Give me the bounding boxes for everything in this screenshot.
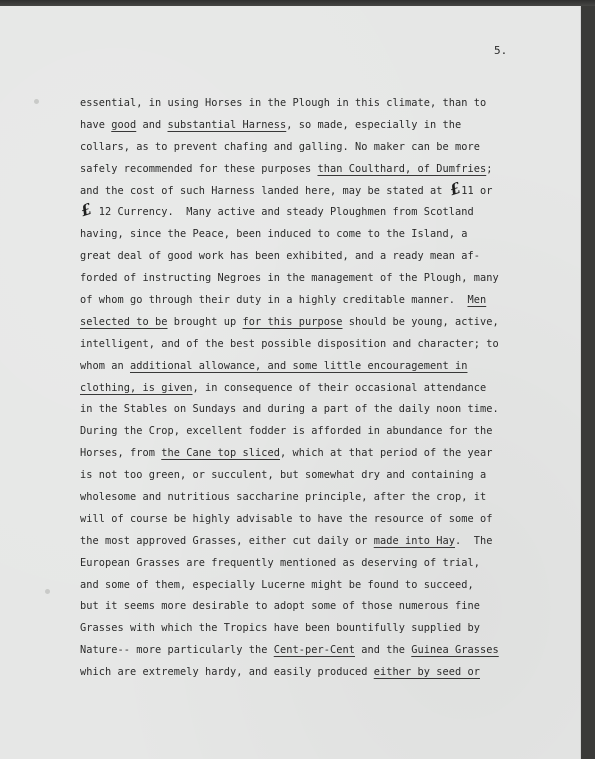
text-segment: intelligent, and of the best possible disposition and character; to (80, 337, 499, 350)
text-line (80, 178, 550, 203)
text-line (80, 575, 550, 597)
text-line (80, 290, 550, 312)
underlined-phrase: Guinea Grasses (411, 644, 499, 657)
text-segment: and some of them, especially Lucerne might be found to succeed, (80, 578, 474, 591)
underlined-phrase: made into Hay (373, 534, 455, 547)
text-segment: 12 Currency. Many active and steady Ploughmen from Scotland (92, 206, 474, 219)
text-segment: , in consequence of their occasional attendance (192, 381, 487, 394)
text-line (80, 268, 550, 290)
underlined-phrase: either by seed or (373, 666, 480, 679)
text-line (80, 356, 550, 378)
underlined-phrase: Cent-per-Cent (273, 644, 355, 657)
body-text (80, 93, 550, 684)
text-line (80, 465, 550, 487)
handwritten-pound-sign: £ (78, 200, 95, 221)
text-segment: brought up (167, 315, 243, 328)
underlined-phrase: the Cane top sliced (161, 447, 280, 460)
text-segment: 11 or (461, 184, 493, 197)
text-segment: Horses, from (80, 447, 162, 460)
text-segment: safely recommended for these purposes (80, 162, 318, 175)
text-line (80, 399, 550, 421)
text-line (80, 509, 550, 531)
text-line (80, 202, 550, 224)
text-line (80, 224, 550, 246)
text-segment: , so made, especially in the (286, 118, 462, 131)
handwritten-pound-sign: £ (447, 178, 463, 199)
text-line (80, 115, 550, 137)
text-line (80, 93, 550, 115)
text-segment: and the cost of such Harness landed here, may be stated at (80, 184, 449, 197)
text-segment: in the Stables on Sundays and during a part of the daily noon time. (80, 403, 499, 416)
underlined-phrase: Men (467, 294, 487, 307)
text-line (80, 487, 550, 509)
text-line (80, 531, 550, 553)
underlined-phrase: for this purpose (242, 315, 343, 328)
text-segment: will of course be highly advisable to have the resource of some of (80, 512, 493, 525)
text-line (80, 334, 550, 356)
page-number: 5. (494, 44, 508, 57)
text-segment: , which at that period of the year (280, 447, 493, 460)
text-segment: whom an (80, 359, 130, 372)
text-segment: great deal of good work has been exhibited, and a ready mean af- (80, 250, 480, 263)
underlined-phrase: substantial Harness (167, 118, 287, 131)
text-line (80, 159, 550, 181)
text-segment: is not too green, or succulent, but somewhat dry and containing a (80, 469, 487, 482)
punch-hole-mark (45, 589, 50, 594)
text-segment: the most approved Grasses, either cut daily or (80, 534, 374, 547)
text-line (80, 246, 550, 268)
text-segment: and the (354, 644, 412, 657)
text-segment: European Grasses are frequently mentioned as deserving of trial, (80, 556, 480, 569)
text-segment: During the Crop, excellent fodder is afforded in abundance for the (80, 425, 493, 438)
text-line (80, 421, 550, 443)
underlined-phrase: than Coulthard, of Dumfries (317, 162, 487, 175)
text-segment: but it seems more desirable to adopt some of those numerous fine (80, 600, 480, 613)
text-segment: essential, in using Horses in the Plough in this climate, than to (80, 97, 487, 109)
text-line (80, 312, 550, 334)
text-segment: ; (486, 162, 493, 175)
text-segment: forded of instructing Negroes in the management of the Plough, many (80, 272, 499, 285)
text-segment: have (80, 118, 112, 131)
text-segment: should be young, active, (342, 315, 499, 328)
underlined-phrase: selected to be (80, 315, 168, 328)
text-line (80, 443, 550, 465)
text-segment: collars, as to prevent chafing and galling. No maker can be more (80, 140, 480, 153)
text-segment: wholesome and nutritious saccharine principle, after the crop, it (80, 491, 487, 504)
text-segment: . The (454, 534, 493, 547)
text-segment: and (136, 118, 168, 131)
text-line (80, 618, 550, 640)
text-segment: Nature-- more particularly the (80, 644, 274, 657)
text-line (80, 662, 550, 684)
underlined-phrase: clothing, is given (80, 381, 193, 394)
text-line (80, 378, 550, 400)
text-segment: which are extremely hardy, and easily produced (80, 666, 374, 679)
text-segment: Grasses with which the Tropics have been bountifully supplied by (80, 622, 480, 635)
underlined-phrase: good (111, 118, 137, 131)
punch-hole-mark (34, 99, 39, 104)
text-line (80, 596, 550, 618)
text-line (80, 137, 550, 159)
text-segment: of whom go through their duty in a highly creditable manner. (80, 294, 468, 307)
text-line (80, 553, 550, 575)
text-line (80, 640, 550, 662)
text-segment: having, since the Peace, been induced to come to the Island, a (80, 228, 468, 241)
scan-right-edge (581, 6, 595, 759)
underlined-phrase: additional allowance, and some little encouragement in (130, 359, 468, 372)
